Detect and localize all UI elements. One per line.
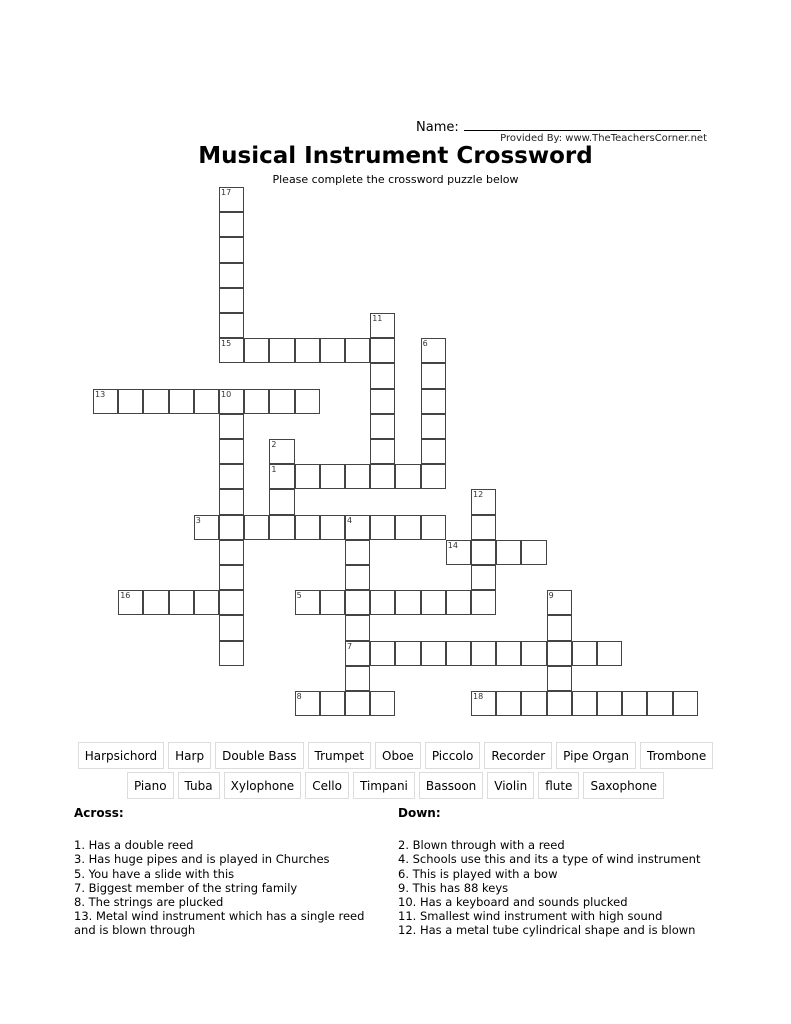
word-bank-item: Pipe Organ [556, 742, 636, 769]
crossword-cell[interactable] [547, 641, 572, 666]
crossword-cell[interactable] [269, 338, 294, 363]
crossword-cell[interactable] [295, 338, 320, 363]
crossword-cell[interactable] [345, 515, 370, 540]
crossword-cell[interactable] [219, 540, 244, 565]
crossword-cell[interactable] [244, 515, 269, 540]
crossword-cell[interactable] [295, 590, 320, 615]
word-bank-item: Recorder [484, 742, 552, 769]
across-clue: 3. Has huge pipes and is played in Churches [74, 852, 330, 867]
crossword-cell[interactable] [219, 313, 244, 338]
down-heading: Down: [398, 806, 441, 820]
clue-number: 17 [221, 188, 232, 197]
down-clues [398, 806, 718, 938]
crossword-cell[interactable] [421, 338, 446, 363]
crossword-cell[interactable] [219, 565, 244, 590]
across-clue: 5. You have a slide with this [74, 866, 235, 881]
crossword-cell[interactable] [395, 515, 420, 540]
crossword-cell[interactable] [345, 464, 370, 489]
crossword-cell[interactable] [370, 338, 395, 363]
crossword-cell[interactable] [547, 666, 572, 691]
crossword-cell[interactable] [421, 641, 446, 666]
crossword-cell[interactable] [118, 389, 143, 414]
word-bank-item: Cello [305, 772, 349, 799]
crossword-cell[interactable] [219, 212, 244, 237]
crossword-cell[interactable] [219, 288, 244, 313]
crossword-cell[interactable] [219, 389, 244, 414]
clue-number: 2 [271, 440, 277, 449]
crossword-cell[interactable] [471, 691, 496, 716]
crossword-cell[interactable] [320, 691, 345, 716]
crossword-cell[interactable] [446, 641, 471, 666]
crossword-cell[interactable] [471, 565, 496, 590]
clue-number: 11 [372, 314, 383, 323]
crossword-cell[interactable] [521, 641, 546, 666]
across-clues [74, 806, 384, 938]
clue-number: 5 [296, 591, 302, 601]
word-bank-item: Oboe [375, 742, 421, 769]
down-clue-list [398, 838, 718, 937]
crossword-cell[interactable] [370, 515, 395, 540]
crossword-cell[interactable] [395, 641, 420, 666]
word-bank-item: Bassoon [419, 772, 483, 799]
crossword-cell[interactable] [269, 439, 294, 464]
crossword-cell[interactable] [471, 540, 496, 565]
crossword-cell[interactable] [572, 691, 597, 716]
crossword-cell[interactable] [597, 691, 622, 716]
crossword-cell[interactable] [118, 590, 143, 615]
crossword-cell[interactable] [345, 666, 370, 691]
crossword-cell[interactable] [93, 389, 118, 414]
crossword-cell[interactable] [219, 615, 244, 640]
word-bank-item: Harpsichord [78, 742, 164, 769]
crossword-cell[interactable] [194, 389, 219, 414]
clue-number: 7 [347, 641, 353, 651]
page-subtitle: Please complete the crossword puzzle below [272, 173, 519, 186]
crossword-cell[interactable] [421, 590, 446, 615]
crossword-cell[interactable] [395, 464, 420, 489]
crossword-cell[interactable] [572, 641, 597, 666]
clue-number: 18 [473, 692, 484, 701]
crossword-cell[interactable] [673, 691, 698, 716]
crossword-cell[interactable] [345, 615, 370, 640]
crossword-cell[interactable] [521, 540, 546, 565]
crossword-cell[interactable] [219, 489, 244, 514]
crossword-cell[interactable] [370, 641, 395, 666]
word-bank-item: Piccolo [425, 742, 481, 769]
crossword-cell[interactable] [320, 338, 345, 363]
down-clue: 2. Blown through with a reed [398, 838, 565, 853]
crossword-cell[interactable] [370, 691, 395, 716]
crossword-cell[interactable] [622, 691, 647, 716]
page-title: Musical Instrument Crossword [198, 143, 593, 169]
crossword-cell[interactable] [219, 237, 244, 262]
crossword-cell[interactable] [547, 590, 572, 615]
word-bank-item: Harp [168, 742, 211, 769]
crossword-cell[interactable] [395, 590, 420, 615]
crossword-cell[interactable] [345, 590, 370, 615]
provided-by-credit: Provided By: www.TheTeachersCorner.net [500, 133, 707, 144]
down-clue: 10. Has a keyboard and sounds plucked [398, 895, 628, 910]
clue-number: 14 [447, 540, 458, 550]
crossword-cell[interactable] [295, 515, 320, 540]
crossword-cell[interactable] [219, 414, 244, 439]
word-bank-item: Timpani [353, 772, 415, 799]
crossword-cell[interactable] [169, 389, 194, 414]
word-bank-item: Trumpet [308, 742, 372, 769]
crossword-cell[interactable] [244, 389, 269, 414]
across-clue: 1. Has a double reed [74, 838, 194, 853]
across-clue: 13. Metal wind instrument which has a single reed and is blown through [74, 909, 365, 938]
crossword-cell[interactable] [471, 515, 496, 540]
crossword-cell[interactable] [345, 641, 370, 666]
crossword-cell[interactable] [496, 691, 521, 716]
crossword-cell[interactable] [446, 590, 471, 615]
crossword-cell[interactable] [345, 540, 370, 565]
crossword-cell[interactable] [295, 389, 320, 414]
crossword-cell[interactable] [521, 691, 546, 716]
crossword-cell[interactable] [370, 363, 395, 388]
crossword-cell[interactable] [421, 464, 446, 489]
crossword-cell[interactable] [194, 590, 219, 615]
crossword-cell[interactable] [421, 389, 446, 414]
down-clue: 9. This has 88 keys [398, 880, 509, 895]
crossword-cell[interactable] [471, 590, 496, 615]
word-bank-item: Tuba [178, 772, 220, 799]
crossword-cell[interactable] [169, 590, 194, 615]
crossword-cell[interactable] [269, 464, 294, 489]
crossword-cell[interactable] [219, 590, 244, 615]
crossword-cell[interactable] [219, 464, 244, 489]
clue-number: 12 [473, 490, 484, 500]
crossword-cell[interactable] [244, 338, 269, 363]
crossword-cell[interactable] [471, 641, 496, 666]
across-heading: Across: [74, 806, 124, 820]
name-label: Name: [416, 120, 459, 135]
crossword-cell[interactable] [219, 338, 244, 363]
crossword-cell[interactable] [320, 590, 345, 615]
crossword-cell[interactable] [421, 414, 446, 439]
crossword-cell[interactable] [547, 615, 572, 640]
clue-number: 9 [548, 591, 554, 601]
word-bank-item: Xylophone [224, 772, 302, 799]
crossword-cell[interactable] [295, 691, 320, 716]
crossword-cell[interactable] [295, 464, 320, 489]
crossword-cell[interactable] [496, 641, 521, 666]
crossword-cell[interactable] [219, 187, 244, 212]
down-clue: 4. Schools use this and its a type of wind instrument [398, 852, 701, 867]
crossword-cell[interactable] [219, 439, 244, 464]
clue-number: 16 [120, 591, 131, 601]
crossword-cell[interactable] [345, 565, 370, 590]
crossword-cell[interactable] [345, 338, 370, 363]
down-clue: 11. Smallest wind instrument with high sound [398, 909, 663, 924]
word-bank-item: Trombone [640, 742, 713, 769]
crossword-cell[interactable] [496, 540, 521, 565]
crossword-cell[interactable] [370, 464, 395, 489]
word-bank [0, 742, 791, 802]
crossword-cell[interactable] [370, 414, 395, 439]
clue-number: 13 [95, 389, 106, 399]
word-bank-item: Violin [487, 772, 534, 799]
crossword-cell[interactable] [446, 540, 471, 565]
crossword-cell[interactable] [269, 389, 294, 414]
word-bank-row [0, 742, 791, 769]
crossword-cell[interactable] [269, 515, 294, 540]
clue-number: 8 [296, 692, 302, 701]
crossword-cell[interactable] [421, 515, 446, 540]
word-bank-item: flute [538, 772, 579, 799]
crossword-cell[interactable] [345, 691, 370, 716]
clue-number: 6 [422, 339, 428, 349]
crossword-cell[interactable] [320, 515, 345, 540]
clue-number: 15 [221, 339, 232, 349]
clue-number: 1 [271, 465, 277, 475]
crossword-cell[interactable] [421, 439, 446, 464]
name-input-line[interactable] [464, 118, 701, 131]
crossword-cell[interactable] [219, 263, 244, 288]
across-clue: 8. The strings are plucked [74, 895, 224, 910]
word-bank-item: Saxophone [583, 772, 664, 799]
crossword-cell[interactable] [421, 363, 446, 388]
clue-number: 3 [195, 515, 201, 525]
crossword-cell[interactable] [370, 590, 395, 615]
crossword-cell[interactable] [370, 439, 395, 464]
word-bank-item: Piano [127, 772, 174, 799]
crossword-cell[interactable] [647, 691, 672, 716]
word-bank-row [0, 772, 791, 799]
across-clue: 7. Biggest member of the string family [74, 880, 298, 895]
crossword-cell[interactable] [597, 641, 622, 666]
crossword-cell[interactable] [143, 389, 168, 414]
crossword-cell[interactable] [370, 389, 395, 414]
crossword-cell[interactable] [194, 515, 219, 540]
word-bank-item: Double Bass [215, 742, 303, 769]
crossword-cell[interactable] [219, 641, 244, 666]
crossword-cell[interactable] [219, 515, 244, 540]
down-clue: 6. This is played with a bow [398, 866, 558, 881]
clue-number: 10 [221, 389, 232, 399]
across-clue-list [74, 838, 384, 937]
crossword-cell[interactable] [320, 464, 345, 489]
crossword-cell[interactable] [471, 489, 496, 514]
crossword-cell[interactable] [370, 313, 395, 338]
crossword-cell[interactable] [143, 590, 168, 615]
crossword-cell[interactable] [547, 691, 572, 716]
clue-number: 4 [347, 515, 353, 525]
down-clue: 12. Has a metal tube cylindrical shape and is blown [398, 923, 696, 938]
crossword-cell[interactable] [269, 489, 294, 514]
